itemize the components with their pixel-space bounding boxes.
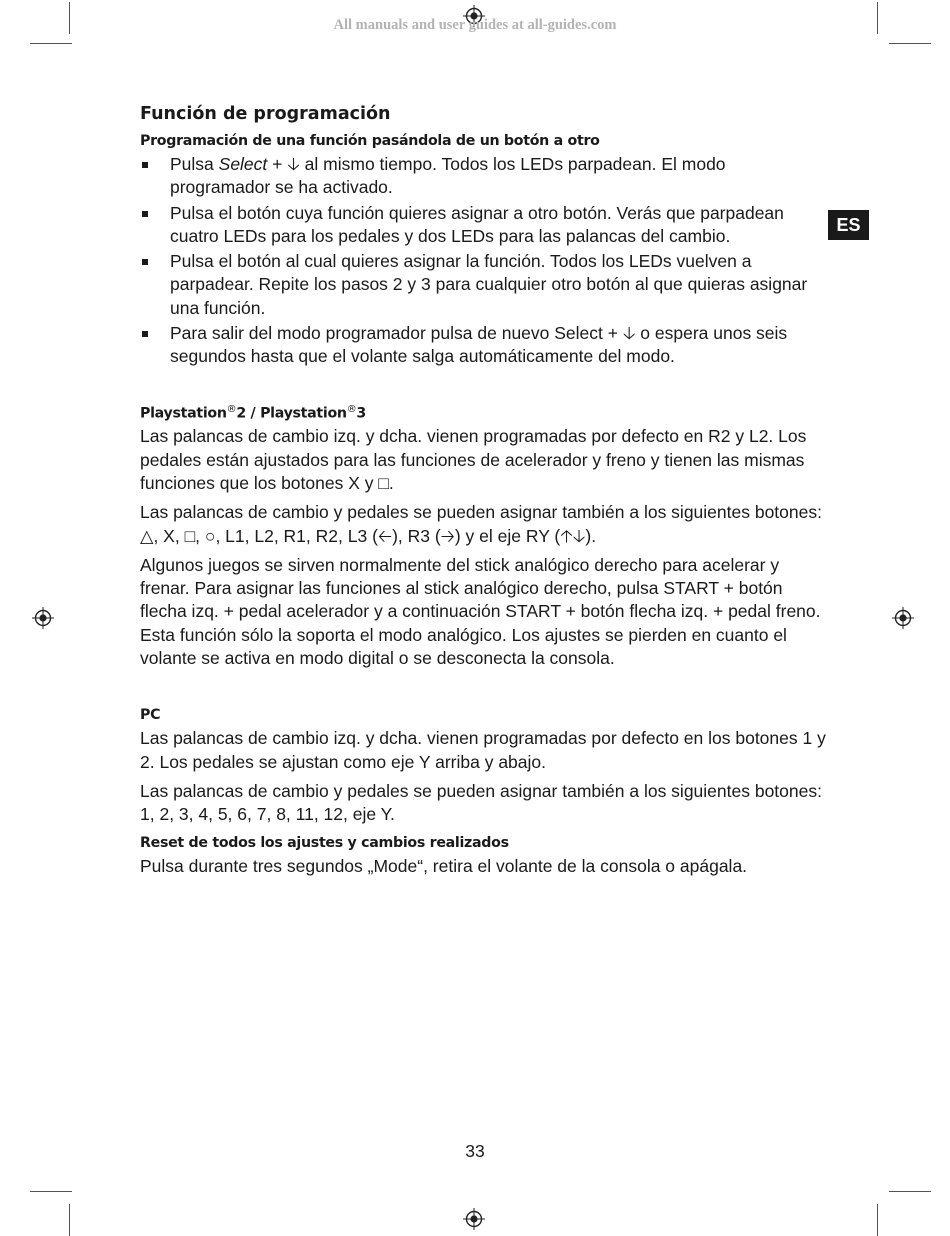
step-text: Para salir del modo programador pulsa de nuevo Select + — [170, 323, 623, 344]
section-title-playstation — [140, 404, 830, 422]
list-item — [140, 202, 830, 249]
registered-mark: ® — [346, 403, 357, 415]
playstation-paragraph-defaults: Las palancas de cambio izq. y dcha. vienen programadas por defecto en R2 y L2. Los pedales están ajustados para las funciones de acelerador y freno y tienen las mismas funciones que los botones X y □. — [140, 426, 807, 493]
title-part: Playstation — [140, 405, 227, 422]
playstation-paragraph-analog: Algunos juegos se sirven normalmente del stick analógico derecho para acelerar y frenar. Para asignar las funciones al stick analógico derecho, pulsa START + botón flecha izq. + pedal acelerador y a continuación START + botón flecha izq. + pedal freno. Esta función sólo la soporta el modo analógico. Los ajustes se pierden en cuanto el volante se activa en modo digital o se desconecta la consola. — [140, 554, 821, 669]
crop-mark — [889, 1191, 931, 1192]
list-item — [140, 250, 830, 320]
reset-paragraph: Pulsa durante tres segundos „Mode“, retira el volante de la consola o apágala. — [140, 855, 748, 876]
registered-mark: ® — [226, 403, 237, 415]
title-part: 2 / Playstation — [236, 405, 347, 422]
registration-mark-icon — [892, 607, 914, 629]
registration-mark-icon — [32, 607, 54, 629]
section-title-programming: Función de programación — [140, 104, 391, 124]
section-title-pc: PC — [140, 707, 161, 724]
language-tab: ES — [828, 210, 869, 240]
step-text: Pulsa — [170, 154, 219, 174]
crop-mark — [30, 43, 72, 44]
list-item — [140, 153, 830, 200]
programming-steps-list — [140, 153, 830, 369]
crop-mark — [889, 43, 931, 44]
pc-paragraph-assignable: Las palancas de cambio y pedales se pueden asignar también a los siguientes botones: 1, 2, 3, 4, 5, 6, 7, 8, 11, 12, eje Y. — [140, 780, 822, 825]
arrow-down-icon: 🡣 — [622, 323, 636, 344]
crop-mark — [30, 1191, 72, 1192]
step-text: o espera unos seis segundos hasta que el volante salga automáticamente del modo. — [170, 323, 788, 367]
title-part: 3 — [356, 405, 366, 422]
watermark-text: All manuals and user guides at all-guides.com — [333, 17, 617, 33]
playstation-paragraph-assignable: Las palancas de cambio y pedales se pueden asignar también a los siguientes botones: △, X, □, ○, L1, L2, R1, R2, L3 (🡠), R3 (🡢) y el eje RY (🡡🡣). — [140, 502, 822, 546]
list-item — [140, 322, 830, 369]
crop-mark — [877, 1204, 878, 1236]
select-key-label: Select — [218, 154, 268, 174]
plus-text: + — [267, 154, 288, 174]
step-text: Pulsa el botón al cual quieres asignar la función. Todos los LEDs vuelven a parpadear. Repite los pasos 2 y 3 para cualquier otro botón al que quieras asignar una función. — [170, 251, 808, 318]
subsection-title-assign-function: Programación de una función pasándola de un botón a otro — [140, 133, 600, 149]
step-text: Pulsa el botón cuya función quieres asignar a otro botón. Verás que parpadean cuatro LEDs para los pedales y dos LEDs para las palancas del cambio. — [170, 202, 784, 246]
section-title-reset: Reset de todos los ajustes y cambios realizados — [140, 834, 509, 851]
crop-mark — [69, 1204, 70, 1236]
page-content — [140, 104, 830, 884]
registration-mark-icon — [463, 1208, 485, 1230]
arrow-down-icon: 🡣 — [287, 154, 300, 174]
pc-paragraph-defaults: Las palancas de cambio izq. y dcha. vienen programadas por defecto en los botones 1 y 2. Los pedales se ajustan como eje Y arriba y abajo. — [140, 728, 826, 772]
step-text: al mismo tiempo. Todos los LEDs parpadean. El modo programador se ha activado. — [170, 154, 726, 198]
page-number: 33 — [465, 1141, 485, 1161]
